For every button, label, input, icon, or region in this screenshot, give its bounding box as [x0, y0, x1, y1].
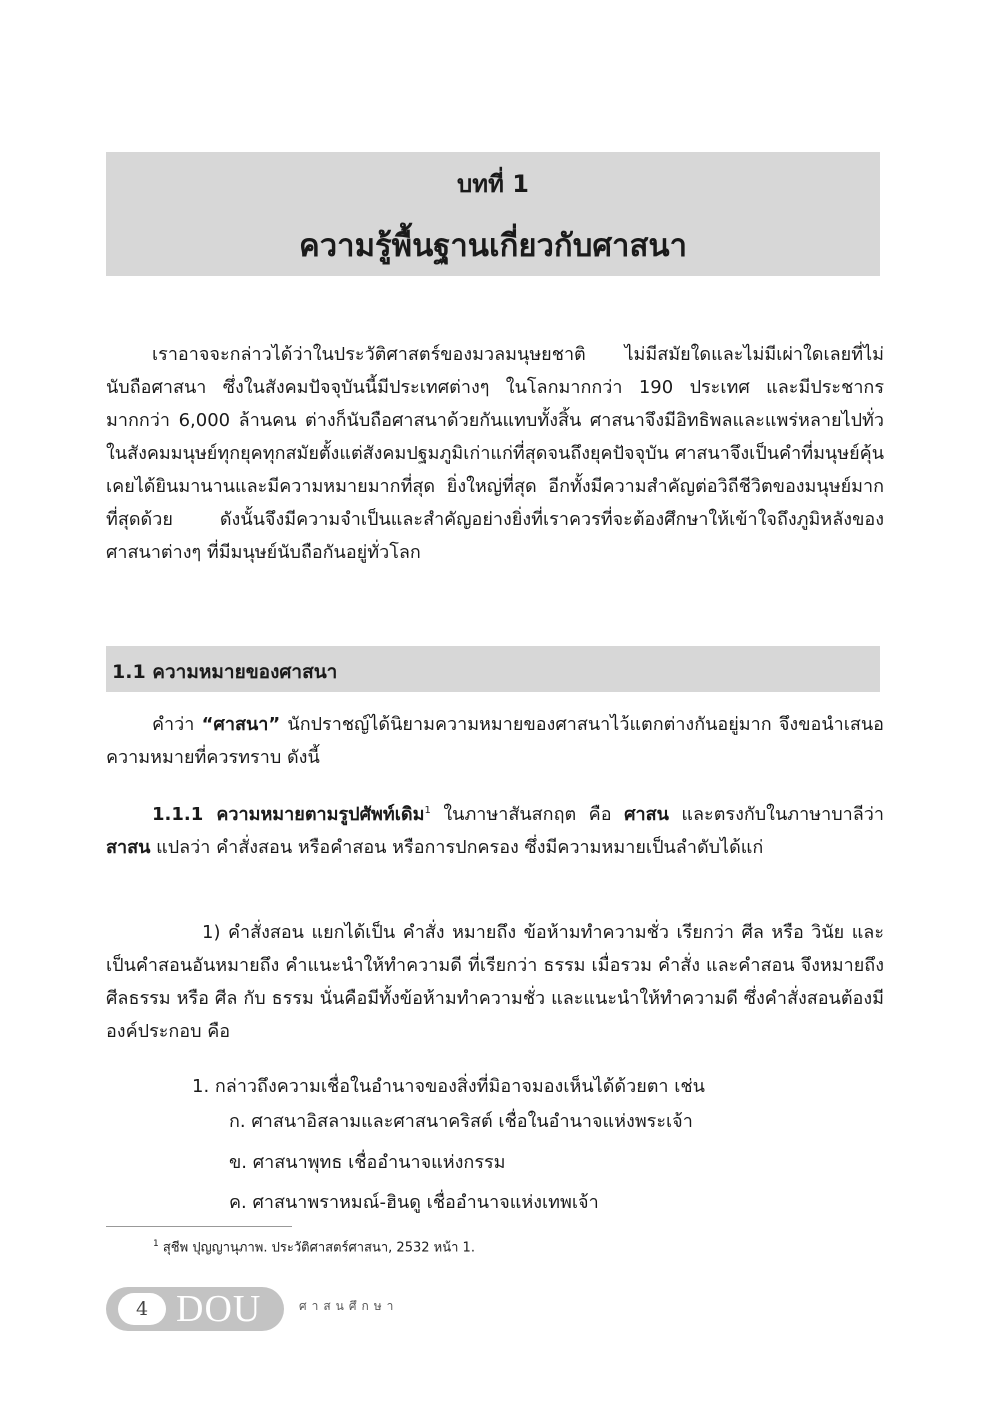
subsection-text-b: และตรงกับในภาษาบาลีว่า	[668, 804, 885, 825]
footnote	[153, 1234, 475, 1258]
subsection-heading: 1.1.1 ความหมายตามรูปศัพท์เดิม	[152, 804, 425, 825]
section-intro-term: “ศาสนา”	[201, 714, 281, 735]
section-intro-paragraph	[106, 708, 884, 774]
item-1-paragraph: 1) คำสั่งสอน แยกได้เป็น คำสั่ง หมายถึง ข้อห้ามทำความชั่ว เรียกว่า ศีล หรือ วินัย และเป็นคำสอนอันหมายถึง คำแนะนำให้ทำความดี ที่เรียกว่า ธรรม เมื่อรวม คำสั่ง และคำสอน จึงหมายถึง ศีลธรรม หรือ ศีล กับ ธรรม นั่นคือมีทั้งข้อห้ามทำความชั่ว และแนะนำให้ทำความดี ซึ่งคำสั่งสอนต้องมีองค์ประกอบ คือ	[106, 922, 884, 1042]
list-item: 1. กล่าวถึงความเชื่อในอำนาจของสิ่งที่มิอาจมองเห็นได้ด้วยตา เช่น	[192, 1076, 705, 1097]
book-title: ศาสนศึกษา	[299, 1299, 399, 1313]
chapter-title: ความรู้พื้นฐานเกี่ยวกับศาสนา	[299, 228, 687, 264]
list-subitem-b: ข. ศาสนาพุทธ เชื่ออำนาจแห่งกรรม	[229, 1152, 506, 1173]
footnote-divider	[106, 1226, 292, 1227]
section-heading: 1.1 ความหมายของศาสนา	[112, 661, 338, 683]
list-subitem-a: ก. ศาสนาอิสลามและศาสนาคริสต์ เชื่อในอำนาจแห่งพระเจ้า	[229, 1111, 693, 1132]
list-subitem-c: ค. ศาสนาพราหมณ์-ฮินดู เชื่ออำนาจแห่งเทพเจ้า	[229, 1192, 599, 1213]
term-pali: สาสน	[106, 837, 151, 858]
chapter-banner	[106, 152, 880, 276]
section-intro-text-pre: คำว่า	[152, 714, 202, 735]
page-footer-badge	[106, 1287, 284, 1331]
subsection-paragraph	[106, 794, 884, 864]
footnote-text: สุชีพ ปุญญานุภาพ. ประวัติศาสตร์ศาสนา, 2532 หน้า 1.	[162, 1240, 475, 1256]
term-sanskrit: ศาสน	[624, 804, 669, 825]
footnote-marker: 1	[424, 805, 431, 816]
section-heading-bar	[106, 646, 880, 692]
subsection-text-a: ในภาษาสันสกฤต คือ	[430, 804, 625, 825]
subsection-text-c: แปลว่า คำสั่งสอน หรือคำสอน หรือการปกครอง ซึ่งมีความหมายเป็นลำดับได้แก่	[150, 837, 764, 858]
dou-logo: DOU	[176, 1288, 262, 1330]
section-intro-text-post: นักปราชญ์ได้นิยามความหมายของศาสนาไว้แตกต่างกันอยู่มาก จึงขอนำเสนอความหมายที่ควรทราบ ดังนี้	[106, 714, 884, 768]
page-number: 4	[118, 1293, 166, 1325]
chapter-label: บทที่ 1	[457, 170, 529, 198]
footnote-number: 1	[153, 1239, 159, 1249]
intro-paragraph: เราอาจจะกล่าวได้ว่าในประวัติศาสตร์ของมวลมนุษยชาติ ไม่มีสมัยใดและไม่มีเผ่าใดเลยที่ไม่นับถือศาสนา ซึ่งในสังคมปัจจุบันนี้มีประเทศต่างๆ ในโลกมากกว่า 190 ประเทศ และมีประชากรมากกว่า 6,000 ล้านคน ต่างก็นับถือศาสนาด้วยกันแทบทั้งสิ้น ศาสนาจึงมีอิทธิพลและแพร่หลายไปทั่วในสังคมมนุษย์ทุกยุคทุกสมัยตั้งแต่สังคมปฐมภูมิเก่าแก่ที่สุดจนถึงยุคปัจจุบัน ศาสนาจึงเป็นคำที่มนุษย์คุ้นเคยได้ยินมานานและมีความหมายมากที่สุด ยิ่งใหญ่ที่สุด อีกทั้งมีความสำคัญต่อวิถีชีวิตของมนุษย์มากที่สุดด้วย ดังนั้นจึงมีความจำเป็นและสำคัญอย่างยิ่งที่เราควรที่จะต้องศึกษาให้เข้าใจถึงภูมิหลังของศาสนาต่างๆ ที่มีมนุษย์นับถือกันอยู่ทั่วโลก	[106, 344, 884, 563]
